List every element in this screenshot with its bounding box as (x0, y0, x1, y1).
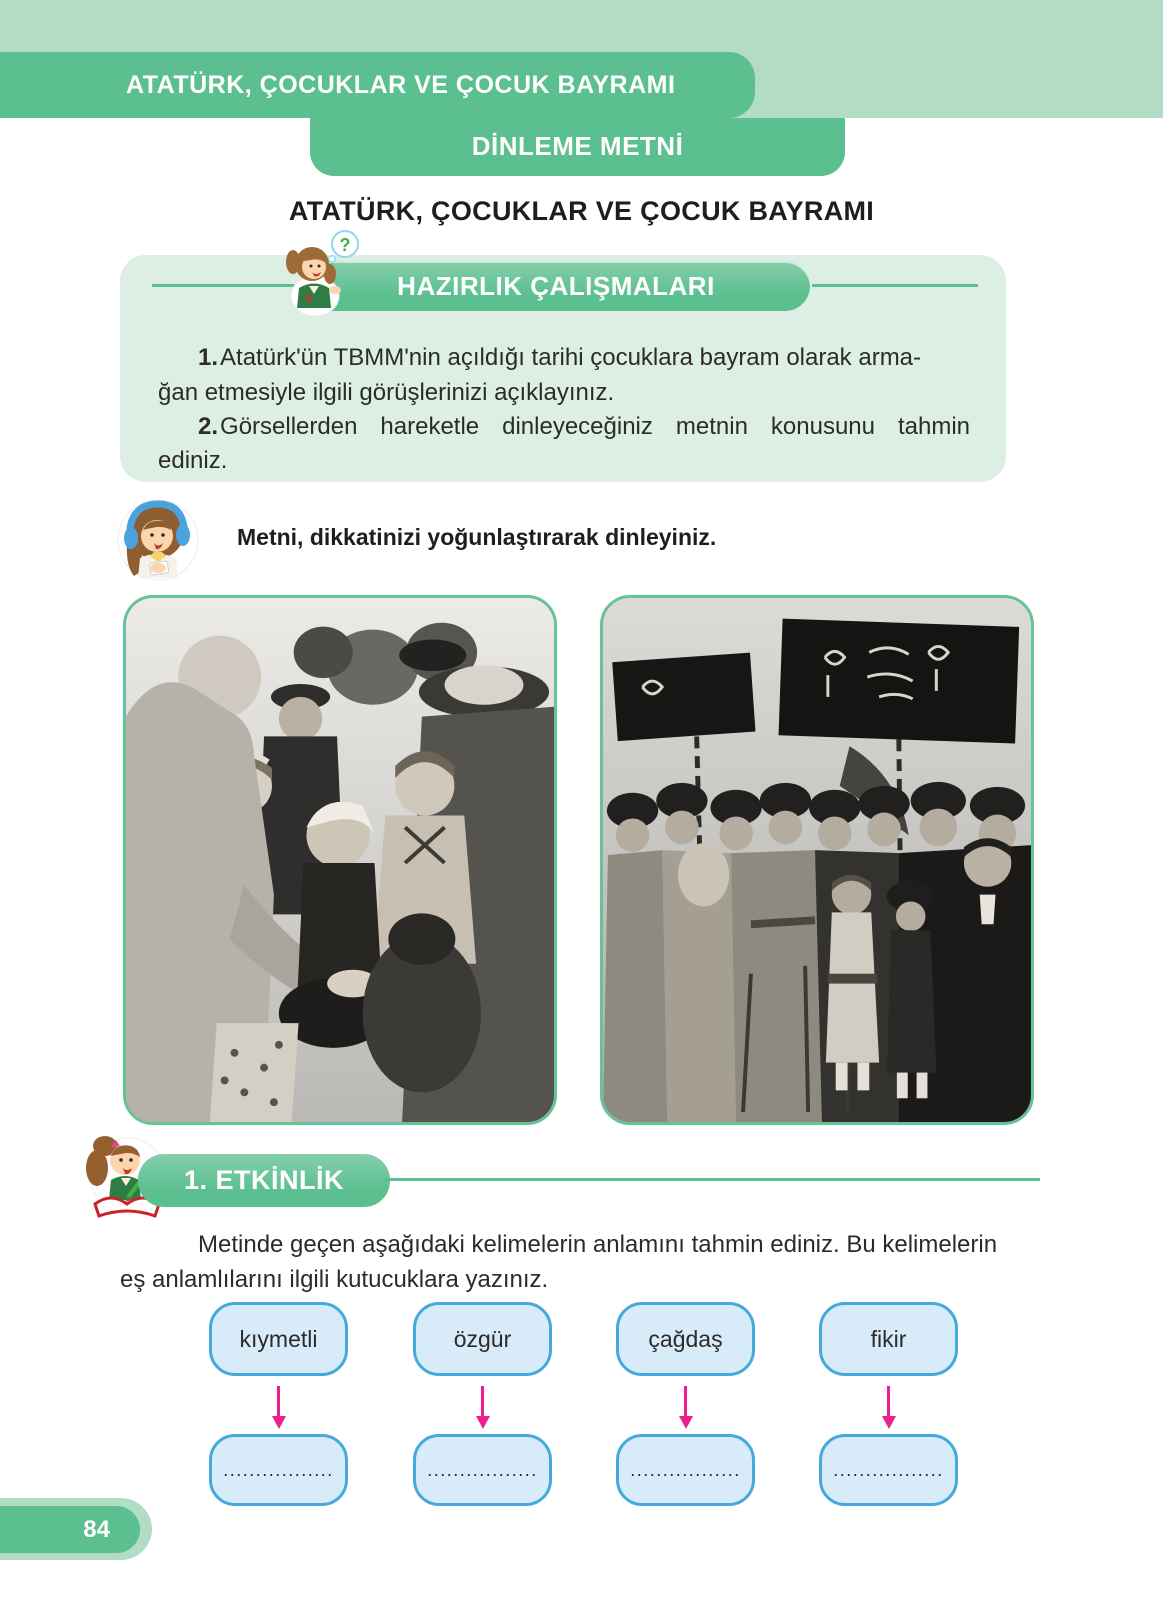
down-arrow-icon (679, 1416, 693, 1429)
answer-box-kiymetli[interactable]: ................. (209, 1434, 348, 1506)
page-title: ATATÜRK, ÇOCUKLAR VE ÇOCUK BAYRAMI (288, 196, 875, 226)
unit-title-bar: ATATÜRK, ÇOCUKLAR VE ÇOCUK BAYRAMI (0, 52, 755, 118)
down-arrow-icon (272, 1416, 286, 1429)
down-arrow-icon (476, 1416, 490, 1429)
activity-instruction-line-1: Metinde geçen aşağıdaki kelimelerin anlamını tahmin ediniz. Bu kelimelerin (198, 1231, 998, 1258)
activity-instruction-line-2: eş anlamlılarını ilgili kutucuklara yazınız. (120, 1266, 549, 1293)
prep-item-2-number: 2. (198, 413, 219, 440)
prep-item-2-line-1 (198, 413, 970, 441)
word-box-ozgur: özgür (413, 1302, 552, 1376)
down-arrow-icon (887, 1386, 890, 1416)
girl-question-icon (281, 228, 367, 322)
word-box-cagdas: çağdaş (616, 1302, 755, 1376)
listening-instruction: Metni, dikkatinizi yoğunlaştırarak dinleyiniz. (237, 524, 717, 550)
svg-text:?: ? (339, 235, 351, 255)
answer-box-fikir[interactable]: ................. (819, 1434, 958, 1506)
preparation-heading: HAZIRLIK ÇALIŞMALARI (302, 261, 810, 311)
answer-box-ozgur[interactable]: ................. (413, 1434, 552, 1506)
answer-box-cagdas[interactable]: ................. (616, 1434, 755, 1506)
down-arrow-icon (277, 1386, 280, 1416)
photo-ceremony-group (600, 595, 1034, 1125)
prep-item-1-text: Atatürk'ün TBMM'nin açıldığı tarihi çocuklara bayram olarak arma- (220, 344, 922, 371)
down-arrow-icon (684, 1386, 687, 1416)
prep-item-2-text: Görsellerden hareketle dinleyeceğiniz metnin konusunu tahmin (220, 413, 970, 440)
page-number: 84 (0, 1506, 140, 1553)
prep-item-1-number: 1. (198, 344, 219, 371)
prep-item-1-line-2: ğan etmesiyle ilgili görüşlerinizi açıklayınız. (158, 379, 615, 406)
section-tab: DİNLEME METNİ (310, 118, 845, 176)
word-box-fikir: fikir (819, 1302, 958, 1376)
activity-heading: 1. ETKİNLİK (138, 1154, 390, 1207)
prep-item-1-line-1 (198, 344, 972, 372)
prep-item-2-line-2: ediniz. (158, 447, 228, 474)
down-arrow-icon (882, 1416, 896, 1429)
down-arrow-icon (481, 1386, 484, 1416)
girl-headphones-icon (110, 488, 206, 586)
photo-ataturk-with-children (123, 595, 557, 1125)
divider-line-left (152, 284, 300, 287)
activity-divider-line (385, 1178, 1040, 1181)
word-box-kiymetli: kıymetli (209, 1302, 348, 1376)
divider-line-right (812, 284, 978, 287)
